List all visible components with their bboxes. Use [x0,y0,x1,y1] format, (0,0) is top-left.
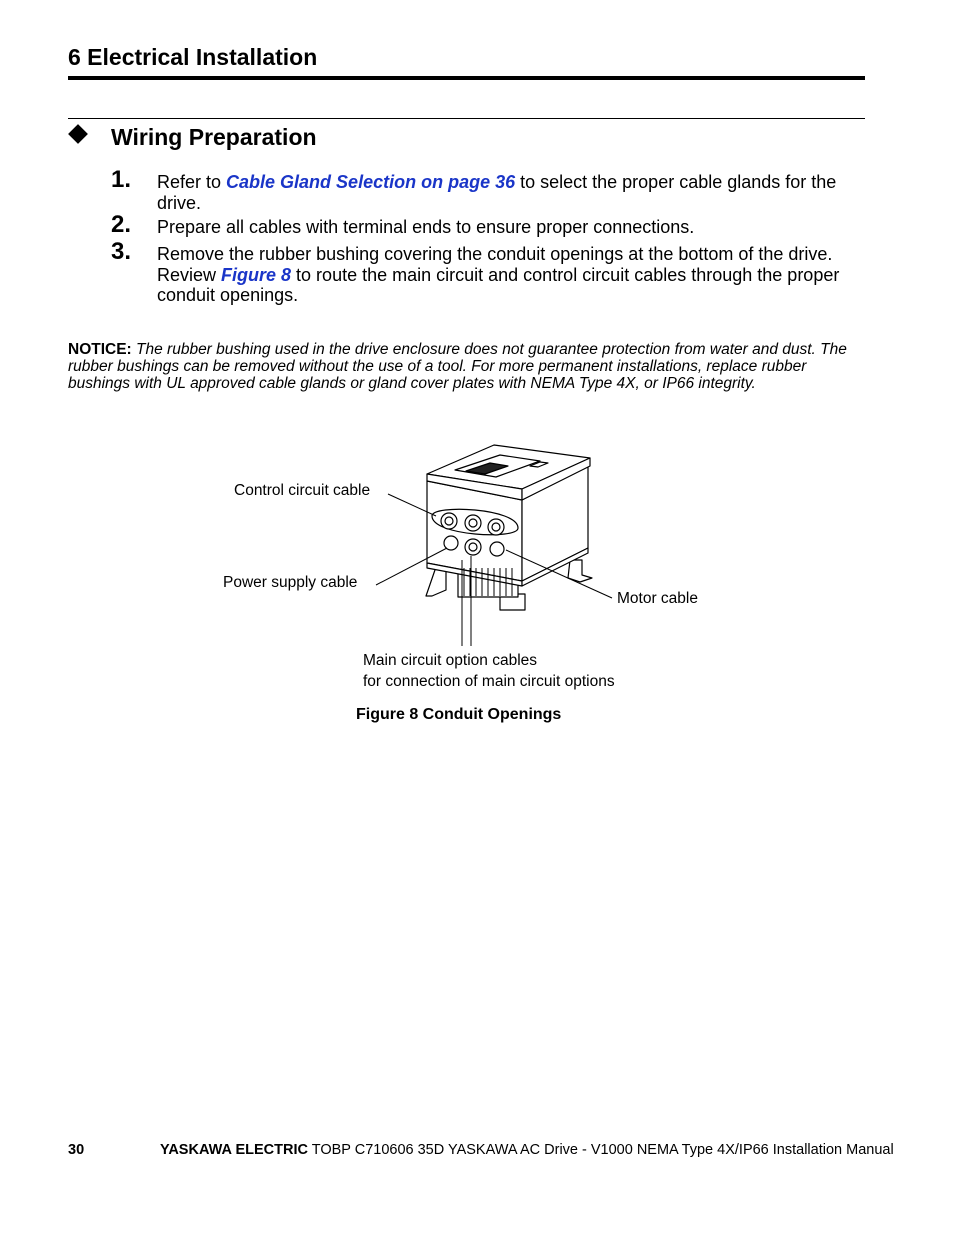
chapter-title: 6 Electrical Installation [68,44,318,70]
notice-text: The rubber bushing used in the drive enclosure does not guarantee protection from water and dust. The rubber bushings can be removed without the use of a tool. For more permanent installations, replace rubber bushings with UL approved cable glands or gland cover plates with NEMA Type 4X, or IP66 integrity. [68,341,847,392]
control-circuit-cable-label: Control circuit cable [234,482,371,499]
section-title: Wiring Preparation [111,124,317,150]
footer-brand: YASKAWA ELECTRIC [160,1142,308,1158]
step-3-post: to route the main circuit and control circuit cables through the proper conduit openings. [157,264,840,305]
step-1-number: 1. [111,166,132,193]
option-cables-label-line2: for connection of main circuit options [363,673,615,690]
step-2-text: Prepare all cables with terminal ends to ensure proper connections. [157,217,695,237]
figure-8-link[interactable]: Figure 8 [221,264,292,285]
step-1-post: to select the proper cable glands for the drive. [157,172,837,213]
page-number: 30 [68,1142,85,1158]
motor-cable-label: Motor cable [617,590,698,607]
notice-label: NOTICE: [68,341,132,358]
cable-gland-selection-link[interactable]: Cable Gland Selection on page 36 [226,172,516,192]
footer-text [160,1142,894,1158]
power-supply-cable-label: Power supply cable [223,574,358,591]
step-2-number: 2. [111,211,132,238]
option-cables-label-line1: Main circuit option cables [363,652,538,669]
figure-caption: Figure 8 Conduit Openings [356,706,562,723]
step-3-number: 3. [111,238,132,265]
step-1-pre: Refer to [157,172,227,192]
footer-doc: TOBP C710606 35D YASKAWA AC Drive - V1000 NEMA Type 4X/IP66 Installation Manual [307,1142,894,1158]
step-3-pre: Remove the rubber bushing covering the conduit openings at the bottom of the drive. Review [157,244,833,285]
